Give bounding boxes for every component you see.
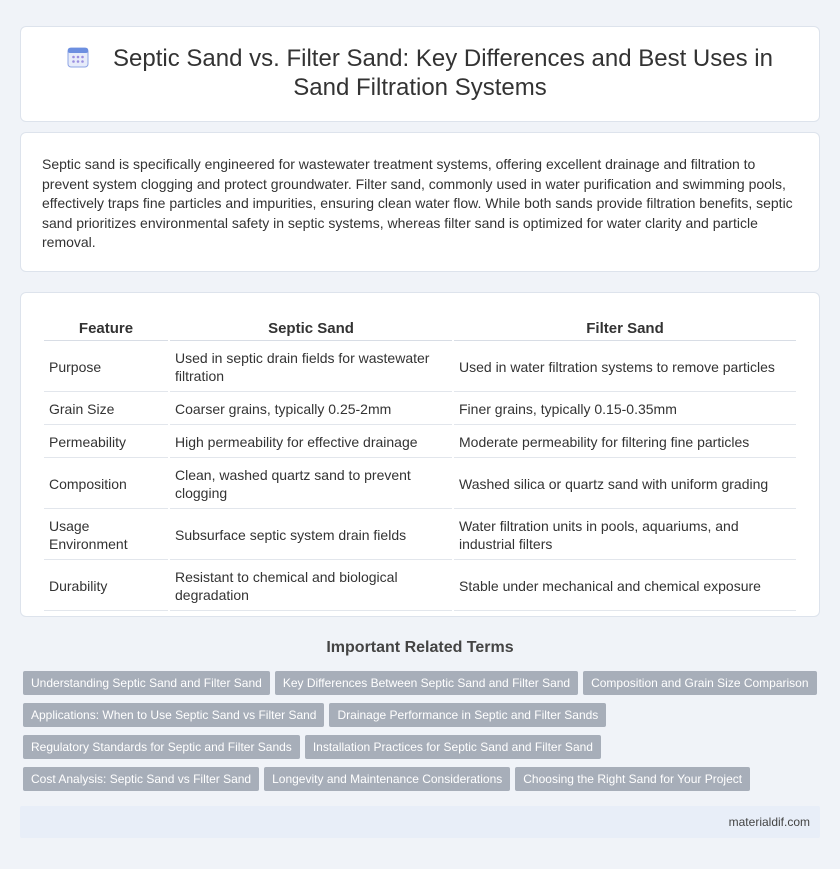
page-title-text: Septic Sand vs. Filter Sand: Key Differences and Best Uses in Sand Filtration Systems: [113, 45, 773, 101]
page-title: [41, 44, 799, 102]
related-term-tag[interactable]: Drainage Performance in Septic and Filter Sands: [329, 703, 606, 727]
tag-row: [23, 735, 823, 767]
table-row: [44, 460, 796, 509]
filter-cell: Stable under mechanical and chemical exposure: [454, 562, 796, 611]
related-term-tag[interactable]: Cost Analysis: Septic Sand vs Filter Sand: [23, 767, 259, 791]
filter-cell: Washed silica or quartz sand with uniform grading: [454, 460, 796, 509]
filter-cell: Finer grains, typically 0.15-0.35mm: [454, 394, 796, 425]
intro-paragraph: Septic sand is specifically engineered for wastewater treatment systems, offering excellent drainage and filtration to prevent system clogging and protect groundwater. Filter sand, commonly used in water purification and swimming pools, effectively traps fine particles and impurities, ensuring clean water flow. While both sands provide filtration benefits, septic sand prioritizes environmental safety in septic systems, whereas filter sand is optimized for water clarity and particle removal.: [42, 156, 793, 251]
header: [41, 44, 799, 102]
comparison-card: [20, 292, 820, 617]
tag-row: [23, 671, 823, 703]
filter-cell: Water filtration units in pools, aquariums, and industrial filters: [454, 511, 796, 560]
related-term-tag[interactable]: Regulatory Standards for Septic and Filter Sands: [23, 735, 300, 759]
filter-cell: Used in water filtration systems to remove particles: [454, 343, 796, 392]
septic-cell: Resistant to chemical and biological degradation: [170, 562, 452, 611]
calendar-icon: [67, 46, 89, 68]
related-term-tag[interactable]: Understanding Septic Sand and Filter Sand: [23, 671, 270, 695]
septic-cell: Coarser grains, typically 0.25-2mm: [170, 394, 452, 425]
septic-cell: High permeability for effective drainage: [170, 427, 452, 458]
related-term-tag[interactable]: Applications: When to Use Septic Sand vs Filter Sand: [23, 703, 324, 727]
related-term-tag[interactable]: Key Differences Between Septic Sand and Filter Sand: [275, 671, 578, 695]
septic-cell: Subsurface septic system drain fields: [170, 511, 452, 560]
table-row: [44, 394, 796, 425]
filter-cell: Moderate permeability for filtering fine particles: [454, 427, 796, 458]
septic-cell: Clean, washed quartz sand to prevent clogging: [170, 460, 452, 509]
tag-row: [23, 703, 823, 735]
header-feature: Feature: [44, 315, 168, 341]
feature-cell: Usage Environment: [44, 511, 168, 560]
related-terms-list: [23, 671, 823, 799]
table-row: [44, 343, 796, 392]
feature-cell: Purpose: [44, 343, 168, 392]
intro-card: [20, 132, 820, 272]
related-term-tag[interactable]: Installation Practices for Septic Sand and Filter Sand: [305, 735, 601, 759]
septic-cell: Used in septic drain fields for wastewater filtration: [170, 343, 452, 392]
related-term-tag[interactable]: Choosing the Right Sand for Your Project: [515, 767, 750, 791]
comparison-table: [42, 313, 798, 613]
header-card: [20, 26, 820, 122]
related-terms-heading: Important Related Terms: [326, 639, 514, 656]
feature-cell: Durability: [44, 562, 168, 611]
feature-cell: Permeability: [44, 427, 168, 458]
related-term-tag[interactable]: Longevity and Maintenance Considerations: [264, 767, 510, 791]
header-filter-sand: Filter Sand: [454, 315, 796, 341]
header-septic-sand: Septic Sand: [170, 315, 452, 341]
table-row: [44, 562, 796, 611]
table-header-row: [44, 315, 796, 341]
feature-cell: Composition: [44, 460, 168, 509]
table-row: [44, 511, 796, 560]
tag-row: [23, 767, 823, 799]
footer-site-name: materialdif.com: [728, 815, 810, 829]
table-row: [44, 427, 796, 458]
related-term-tag[interactable]: Composition and Grain Size Comparison: [583, 671, 816, 695]
feature-cell: Grain Size: [44, 394, 168, 425]
footer: [20, 806, 820, 838]
